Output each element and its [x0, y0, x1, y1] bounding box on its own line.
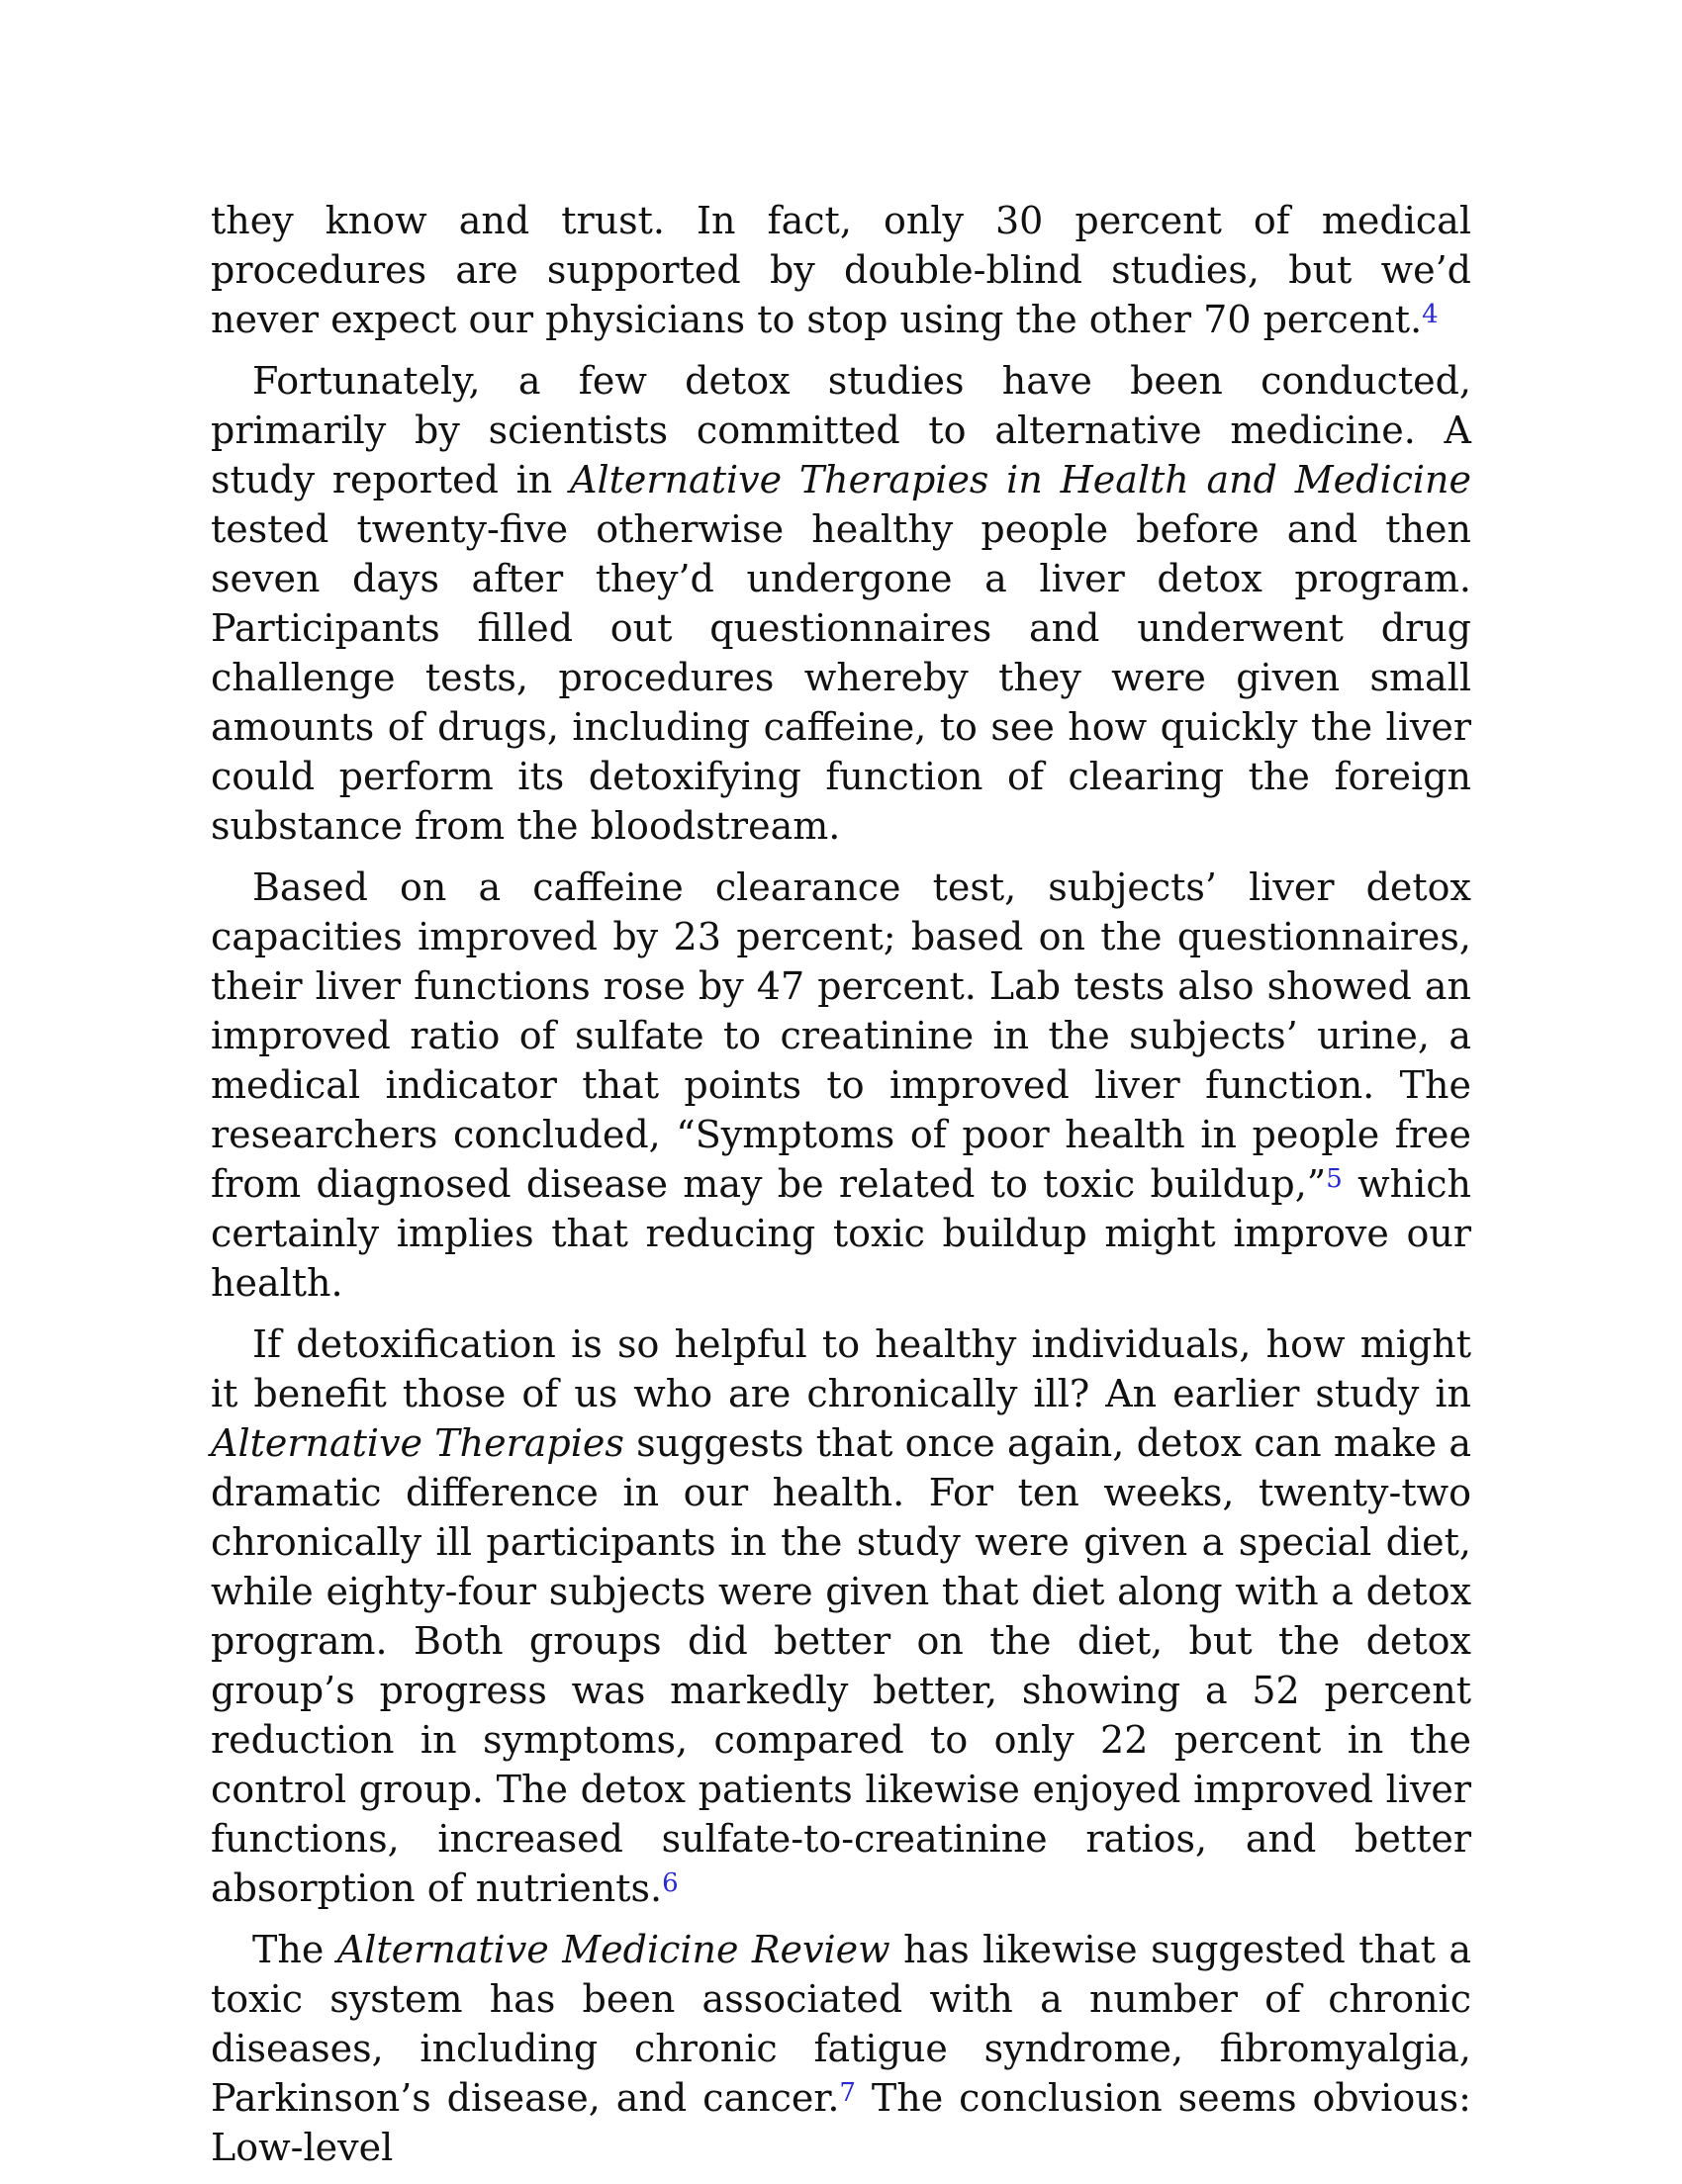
text-run: Fortunately, a few detox studies have been conducted, primarily by scientists committed to alternative medicine. A study reported in [211, 359, 1471, 501]
paragraph-2 [211, 356, 1471, 851]
text-run: suggests that once again, detox can make a dramatic difference in our health. For ten weeks, twenty-two chronically ill participants in the study were given a special diet, while eighty-four subjects were given that diet along with a detox program. Both groups did better on the diet, but the detox group’s progress was markedly better, showing a 52 percent reduction in symptoms, compared to only 22 percent in the control group. The detox patients likewise enjoyed improved liver functions, increased sulfate-to-creatinine ratios, and better absorption of nutrients. [211, 1421, 1471, 1910]
italic-title: Alternative Medicine Review [336, 1928, 890, 1971]
text-run: tested twenty-five otherwise healthy people before and then seven days after they’d undergone a liver detox program. Participants filled out questionnaires and underwent drug challenge tests, procedures whereby they were given small amounts of drugs, including caffeine, to see how quickly the liver could perform its detoxifying function of clearing the foreign substance from the bloodstream. [211, 507, 1471, 848]
text-run: Based on a caffeine clearance test, subjects’ liver detox capacities improved by 23 percent; based on the questionnaires, their liver functions rose by 47 percent. Lab tests also showed an improved ratio of sulfate to creatinine in the subjects’ urine, a medical indicator that points to improved liver function. The researchers concluded, “Symptoms of poor health in people free from diagnosed disease may be related to toxic buildup,” [211, 865, 1471, 1206]
text-run: If detoxification is so helpful to healthy individuals, how might it benefit those of us who are chronically ill? An earlier study in [211, 1322, 1471, 1415]
text-run: The conclusion seems obvious: Low-level [211, 2076, 1471, 2169]
footnote-reference[interactable]: 7 [839, 2078, 856, 2108]
text-run: they know and trust. In fact, only 30 percent of medical procedures are supported by double-blind studies, but we’d never expect our physicians to stop using the other 70 percent. [211, 199, 1471, 341]
paragraph-5 [211, 1925, 1471, 2172]
italic-title: Alternative Therapies [211, 1421, 624, 1465]
paragraph-4 [211, 1320, 1471, 1913]
footnote-reference[interactable]: 5 [1326, 1164, 1343, 1194]
footnote-reference[interactable]: 4 [1422, 300, 1439, 329]
text-run: has likewise suggested that a toxic system has been associated with a number of chronic diseases, including chronic fatigue syndrome, fibromyalgia, Parkinson’s disease, and cancer. [211, 1928, 1471, 2120]
paragraph-3 [211, 863, 1471, 1308]
page-body [211, 196, 1471, 2184]
footnote-reference[interactable]: 6 [662, 1868, 679, 1898]
text-run: which certainly implies that reducing toxic buildup might improve our health. [211, 1162, 1471, 1305]
paragraph-1 [211, 196, 1471, 344]
italic-title: Alternative Therapies in Health and Medicine [570, 458, 1471, 501]
text-run: The [252, 1928, 337, 1971]
